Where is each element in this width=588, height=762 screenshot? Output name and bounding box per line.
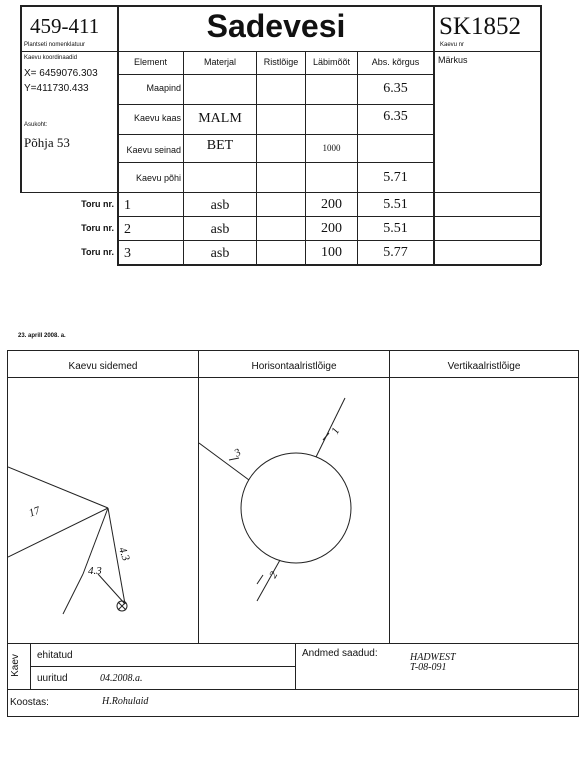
pipe-material: asb bbox=[210, 198, 230, 213]
panel-header-vertical: Vertikaalristlõige bbox=[447, 361, 521, 372]
pipe-elevation: 5.51 bbox=[383, 221, 408, 236]
row-element: Kaevu kaas bbox=[133, 113, 181, 123]
sketch-label: 17 bbox=[27, 504, 42, 520]
surveyed-value: 04.2008.a. bbox=[100, 673, 143, 684]
coordinates-label: Kaevu koordinaadid bbox=[24, 55, 78, 61]
row-elevation: 6.35 bbox=[383, 109, 408, 124]
pipe-material: asb bbox=[210, 246, 230, 261]
sketch-label: 4.3 bbox=[115, 545, 132, 563]
row-element: Kaevu põhi bbox=[135, 173, 181, 183]
pipe-label: Toru nr. bbox=[81, 199, 114, 209]
coordinate-y: Y=411730.433 bbox=[24, 83, 89, 94]
pipe-label: Toru nr. bbox=[81, 247, 114, 257]
sketch-label: 2 bbox=[267, 569, 281, 581]
row-material: BET bbox=[206, 138, 234, 153]
map-sheet-number: 459-411 bbox=[30, 14, 100, 38]
compiled-value: H.Rohulaid bbox=[102, 696, 149, 707]
row-elevation: 6.35 bbox=[383, 81, 408, 96]
compiled-label: Koostas: bbox=[10, 697, 49, 708]
data-source-value: HADWEST bbox=[410, 652, 456, 663]
footer-side-label: Kaev bbox=[9, 654, 21, 677]
location-label: Asukoht: bbox=[24, 122, 48, 128]
col-header-material: Materjal bbox=[203, 57, 236, 67]
pipe-diameter: 200 bbox=[321, 221, 342, 236]
col-header-element: Element bbox=[133, 57, 168, 67]
panel-header-connections: Kaevu sidemed bbox=[68, 361, 138, 372]
date-stamp: 23. aprill 2008. a. bbox=[18, 333, 66, 339]
row-material: MALM bbox=[198, 111, 242, 126]
pipe-diameter: 200 bbox=[321, 197, 342, 212]
row-element: Kaevu seinad bbox=[126, 145, 181, 155]
well-id-caption: Kaevu nr bbox=[440, 42, 465, 48]
pipe-diameter: 100 bbox=[321, 245, 342, 260]
row-element: Maapind bbox=[146, 83, 181, 93]
horizontal-section-sketch bbox=[199, 378, 389, 642]
col-header-elevation: Abs. kõrgus bbox=[371, 57, 420, 67]
page-title: Sadevesi bbox=[206, 8, 346, 44]
sketch-label: 4.3 bbox=[88, 565, 102, 577]
pipe-number: 2 bbox=[124, 222, 131, 237]
panel-header-horizontal: Horisontaalristlõige bbox=[251, 361, 337, 372]
col-header-section: Ristlõige bbox=[263, 57, 299, 67]
pipe-label: Toru nr. bbox=[81, 223, 114, 233]
row-diameter: 1000 bbox=[322, 143, 341, 153]
data-source-label: Andmed saadud: bbox=[302, 648, 378, 659]
pipe-elevation: 5.51 bbox=[383, 197, 408, 212]
coordinate-x: X= 6459076.303 bbox=[24, 68, 98, 79]
well-id: SK1852 bbox=[439, 13, 521, 40]
map-sheet-caption: Plantseti nomenklatuur bbox=[24, 42, 86, 48]
sketch-label: 1 bbox=[329, 425, 343, 437]
sketch-label: 3 bbox=[232, 446, 244, 460]
location-value: Põhja 53 bbox=[24, 135, 70, 150]
pipe-elevation: 5.77 bbox=[383, 245, 408, 260]
pipe-number: 1 bbox=[124, 198, 131, 213]
col-header-remarks: Märkus bbox=[438, 55, 468, 65]
surveyed-label: uuritud bbox=[37, 673, 68, 684]
pipe-material: asb bbox=[210, 222, 230, 237]
built-label: ehitatud bbox=[37, 650, 73, 661]
data-source-code: T-08-091 bbox=[410, 662, 447, 673]
pipe-number: 3 bbox=[124, 246, 131, 261]
row-elevation: 5.71 bbox=[383, 170, 408, 185]
col-header-diameter: Läbimõõt bbox=[312, 57, 351, 67]
